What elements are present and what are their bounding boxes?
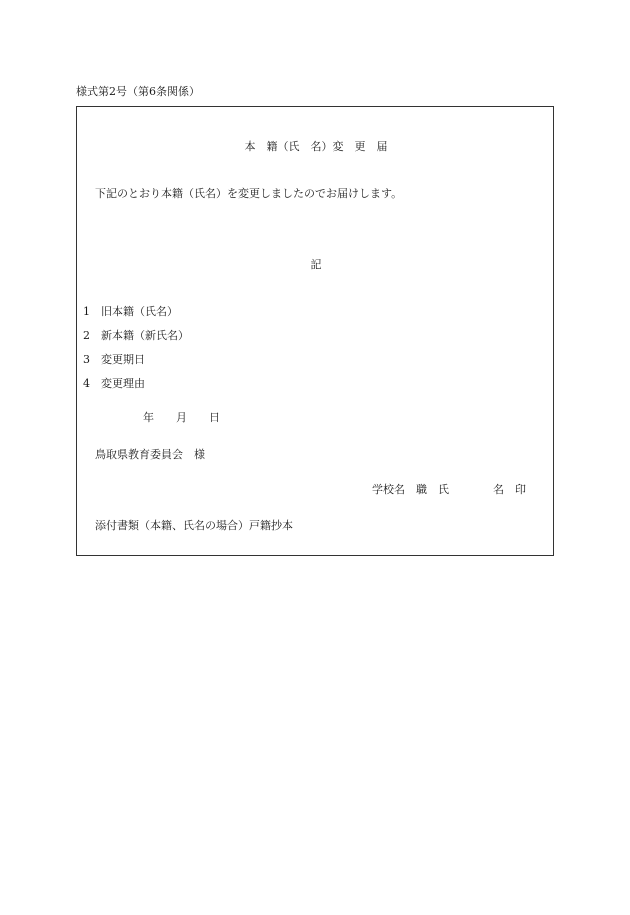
item-number: 4 (83, 377, 90, 390)
form-frame (76, 106, 554, 556)
item-label: 新本籍（新氏名） (101, 329, 189, 342)
item-number: 2 (83, 329, 90, 342)
form-number-label: 様式第2号（第6条関係） (76, 85, 200, 98)
recipient-line: 鳥取県教育委員会 様 (95, 448, 205, 461)
item-label: 旧本籍（氏名） (101, 305, 178, 318)
ki-heading: 記 (310, 258, 322, 271)
item-number: 1 (83, 305, 90, 318)
item-label: 変更期日 (101, 353, 145, 366)
list-item (83, 378, 145, 389)
list-item (83, 354, 145, 365)
signature-line: 学校名 職 氏 名 印 (372, 483, 526, 496)
item-label: 変更理由 (101, 377, 145, 390)
list-item (83, 306, 178, 317)
date-line: 年 月 日 (143, 411, 220, 424)
document-title: 本 籍（氏 名）変 更 届 (244, 140, 388, 153)
list-item (83, 330, 189, 341)
item-number: 3 (83, 353, 90, 366)
attachment-note: 添付書類（本籍、氏名の場合）戸籍抄本 (95, 519, 293, 532)
intro-text: 下記のとおり本籍（氏名）を変更しましたのでお届けします。 (95, 187, 403, 200)
